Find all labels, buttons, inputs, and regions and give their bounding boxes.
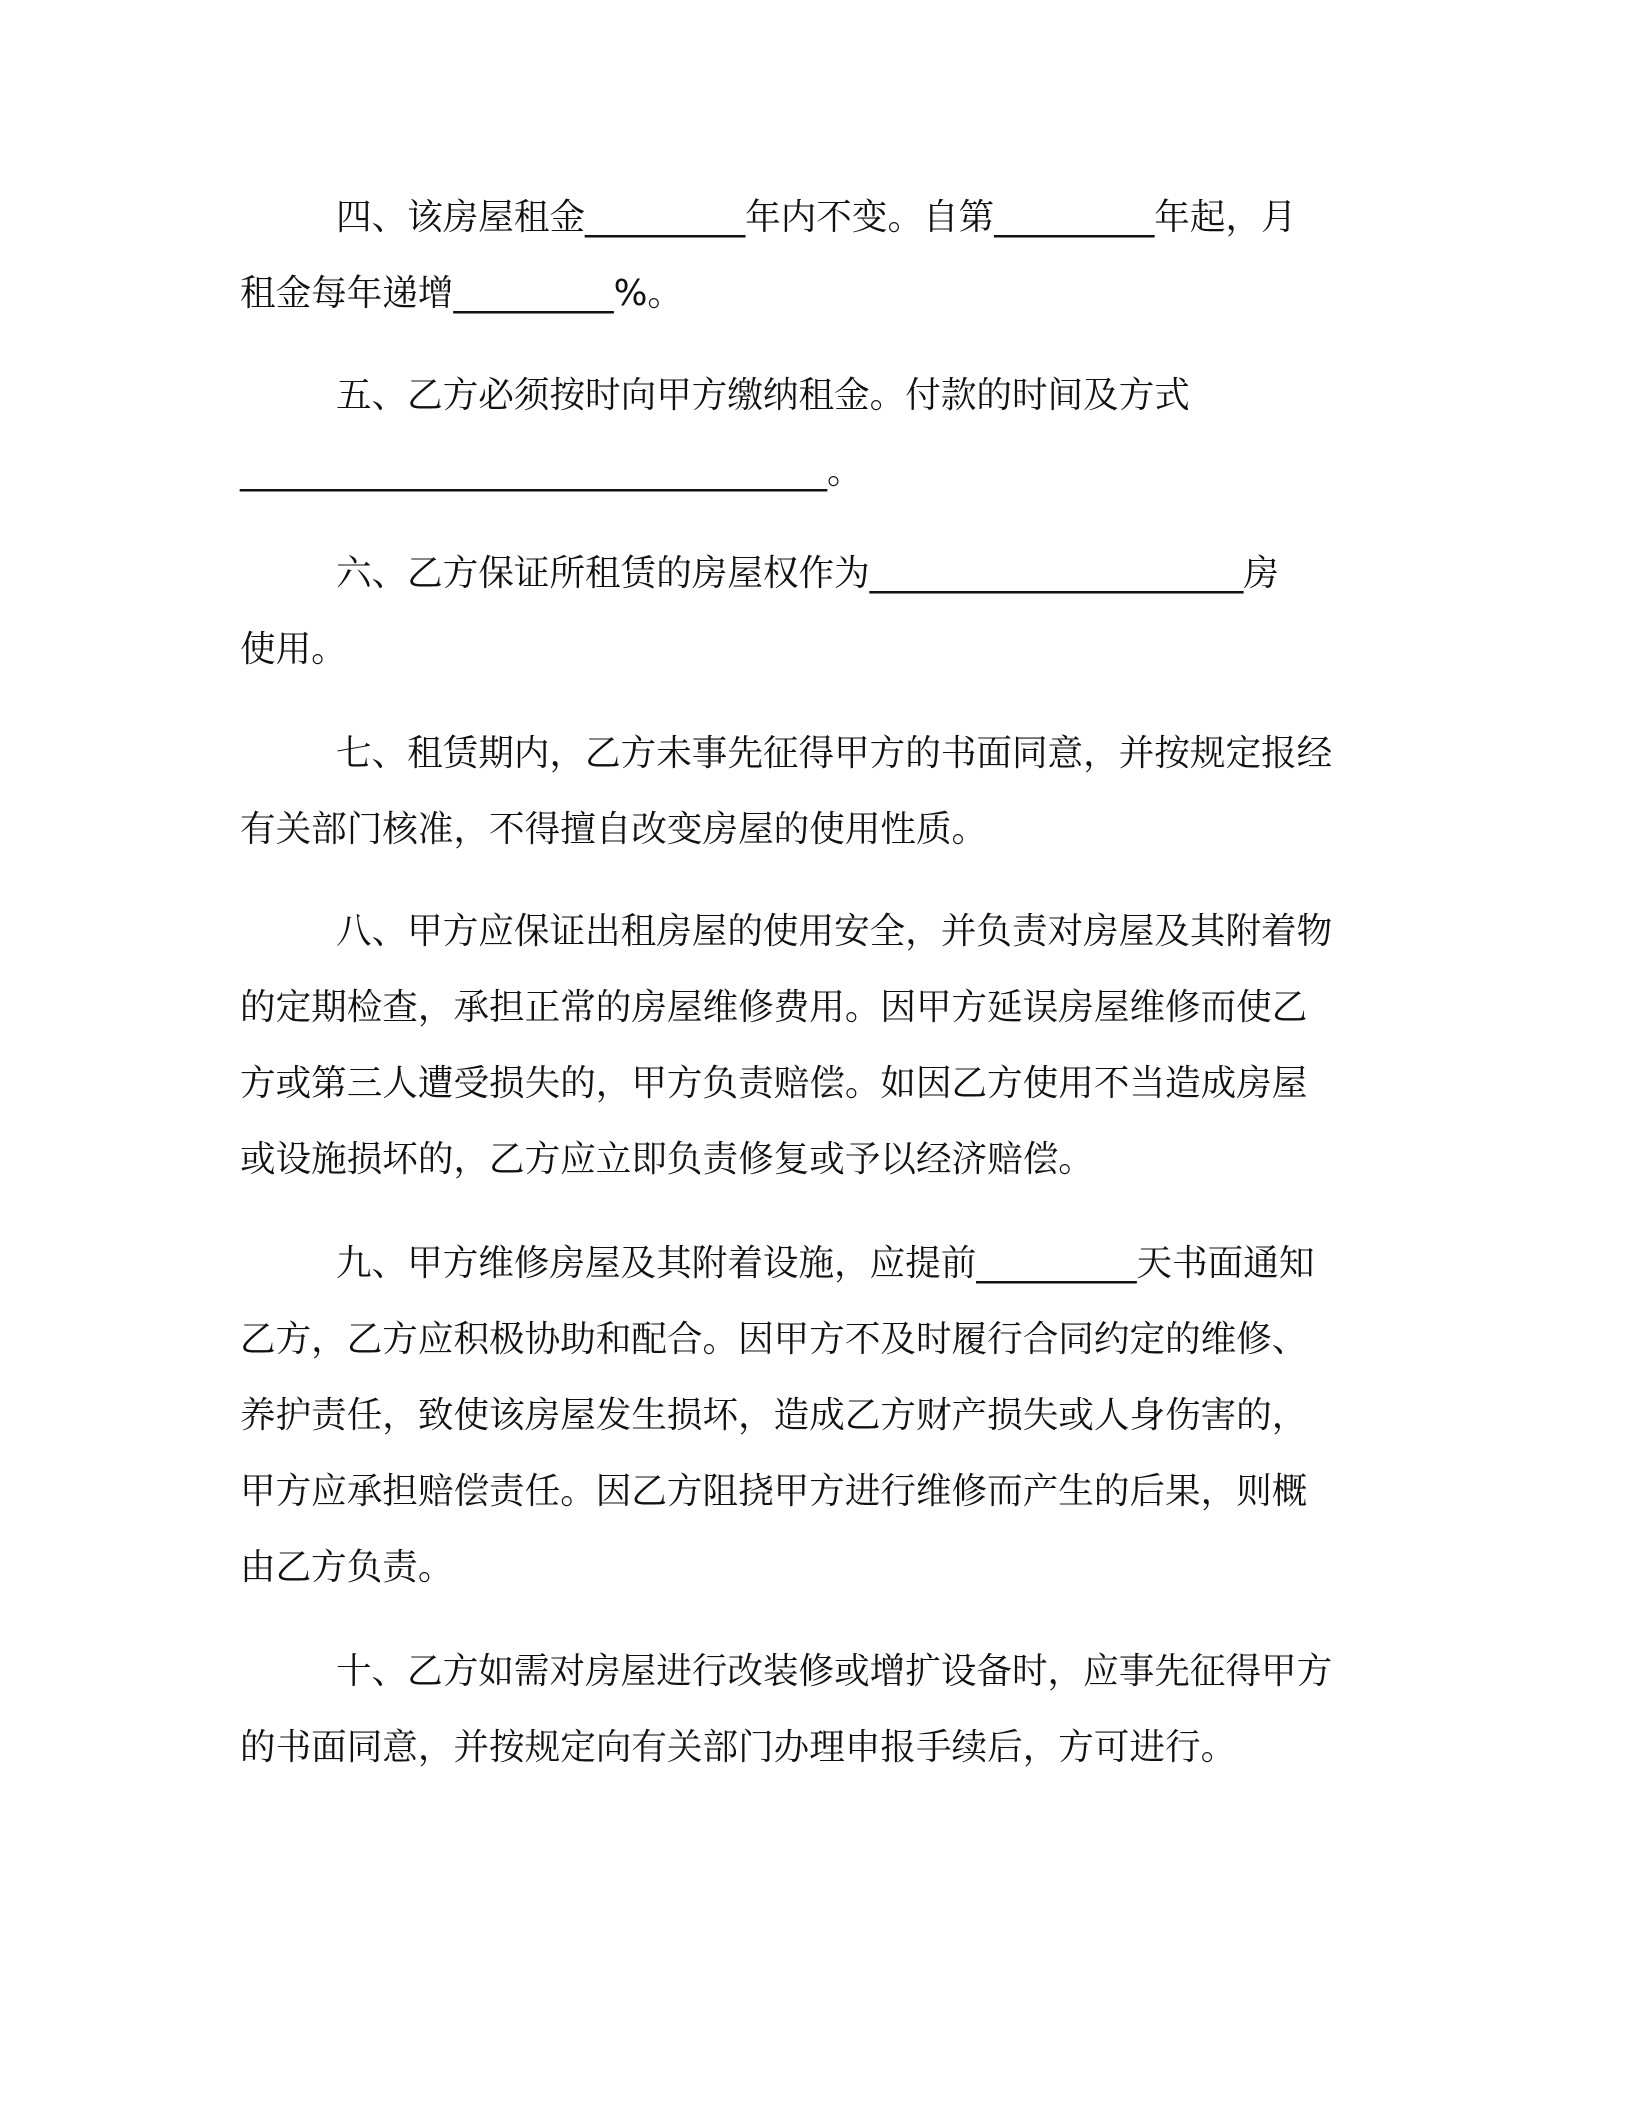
clause-7 <box>240 716 1370 868</box>
clause-9-line-2: 乙方，乙方应积极协助和配合。因甲方不及时履行合同约定的维修、 <box>240 1319 1308 1360</box>
clause-10-line-2: 的书面同意，并按规定向有关部门办理申报手续后，方可进行。 <box>240 1727 1237 1768</box>
clause-4-line-2: 租金每年递增_________%。 <box>240 273 683 314</box>
clause-9-line-3: 养护责任，致使该房屋发生损坏，造成乙方财产损失或人身伤害的， <box>240 1395 1308 1436</box>
clause-8-line-3: 方或第三人遭受损失的，甲方负责赔偿。如因乙方使用不当造成房屋 <box>240 1063 1308 1104</box>
clause-8-line-2: 的定期检查，承担正常的房屋维修费用。因甲方延误房屋维修而使乙 <box>240 987 1308 1028</box>
clause-8-line-1: 八、甲方应保证出租房屋的使用安全，并负责对房屋及其附着物 <box>336 911 1333 952</box>
clause-6 <box>240 536 1370 688</box>
contract-body <box>240 180 1370 1814</box>
clause-9-line-4: 甲方应承担赔偿责任。因乙方阻挠甲方进行维修而产生的后果，则概 <box>240 1471 1308 1512</box>
clause-9-line-5: 由乙方负责。 <box>240 1547 454 1588</box>
clause-9 <box>240 1226 1370 1606</box>
clause-6-line-2: 使用。 <box>240 629 347 670</box>
clause-5-line-1: 五、乙方必须按时向甲方缴纳租金。付款的时间及方式 <box>336 375 1190 416</box>
clause-10-line-1: 十、乙方如需对房屋进行改装修或增扩设备时，应事先征得甲方 <box>336 1651 1333 1692</box>
clause-7-line-1: 七、租赁期内，乙方未事先征得甲方的书面同意，并按规定报经 <box>336 733 1333 774</box>
clause-5 <box>240 358 1370 510</box>
clause-6-line-1: 六、乙方保证所租赁的房屋权作为_____________________房 <box>336 553 1279 594</box>
clause-4-line-1: 四、该房屋租金_________年内不变。自第_________年起，月 <box>336 197 1297 238</box>
clause-4 <box>240 180 1370 332</box>
clause-10 <box>240 1634 1370 1786</box>
clause-8-line-4: 或设施损坏的，乙方应立即负责修复或予以经济赔偿。 <box>240 1139 1094 1180</box>
clause-8 <box>240 894 1370 1198</box>
clause-5-line-2: _________________________________。 <box>240 451 863 492</box>
clause-9-line-1: 九、甲方维修房屋及其附着设施，应提前_________天书面通知 <box>336 1243 1315 1284</box>
clause-7-line-2: 有关部门核准，不得擅自改变房屋的使用性质。 <box>240 809 988 850</box>
